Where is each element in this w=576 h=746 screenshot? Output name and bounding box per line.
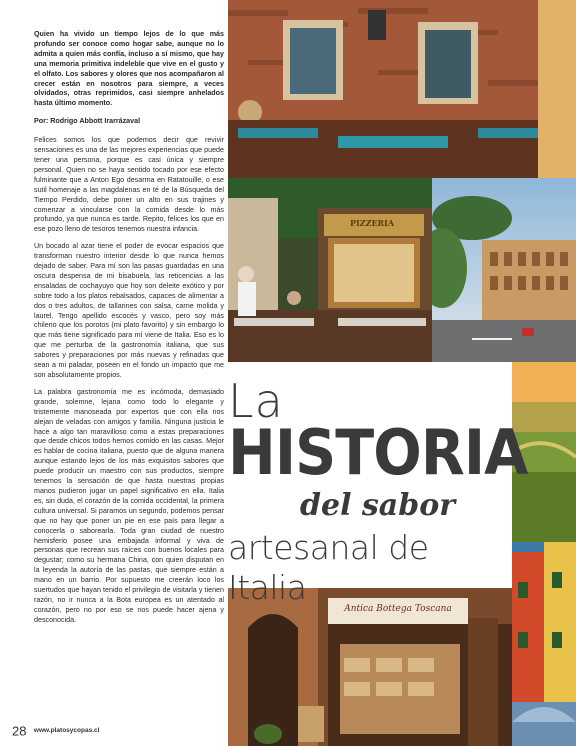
title-historia: HISTORIA [228,416,528,489]
article-title [228,374,528,607]
bottega-sign: Antica Bottega Toscana [344,604,452,614]
title-del-sabor: del sabor [300,488,456,523]
article-byline: Por: Rodrigo Abbott Irarrázaval [34,117,141,126]
pizzeria-exterior-photo [228,178,432,362]
colosseum-photo [432,178,576,362]
article-paragraph-2: Un bocado al azar tiene el poder de evocar espacios que transforman nuestro interior desde lo que nunca hemos dejado de saber. Para mí son las pasas guardadas en una oscura despensa de mi bisabuela, las reticencias a las ensaladas de cochayuyo que hoy son deleite exótico y por sobre todo a los platos rebalsados, capaces de alimentar a dos o tres adultos, de tallarines con salsa, carne molida y laurel. Tengo apellido escocés y vasco, pero soy más chileno que los porotos (mi plato favorito) y sin embargo lo que más tiene significado para mí viene de Italia. Eso es lo que me perturba de la gastronomía italiana, que sus sabores y preparaciones por más nuevas y refinadas que sean a mi paladar, poseen en el fondo un impacto que me son absolutamente propios. [34,242,224,379]
article-column [34,30,224,633]
article-lead: Quien ha vivido un tiempo lejos de lo que más profundo ser conoce como hogar sabe, aunque no lo admita a quien más confía, incluso a sí mismo, que hay una memoria primitiva indeleble que vive en el gusto y el olfato. Los sabores y olores que nos acompañaron al crecer están en nosotros para siempre, a veces olvidados, otras reprimidos, casi siempre anhelados hasta último momento. [34,30,224,108]
article-paragraph-3: La palabra gastronomía me es incómoda, demasiado grande, solemne, lejana como todo lo elegante y tristemente manoseada por expertos que con ella nos alejan de veladas con amigos y familia. Ninguna justicia le hace a algo tan maravilloso como a estas preparaciones que desde chicos todos hemos comido en las casas. Mejor es hablar de cocina italiana, puesto que de alguna manera aunque estando lejos de los más exquisitos sabores que puede producir un maestro con sus productos, siempre tenemos la sensación de que hasta nuestras propias manos pudieron jugar un papel significativo en ella. Italia es, sin duda, el corazón de la comida occidental, la primera cultura universal. Si paramos un segundo, podemos pensar que no hay que poner un pie en ese país para llegar a conocerla o saborearla. Toda gran ciudad de nuestro hemisferio posee una embajada informal y viva de personas que recrean sus raíces con buenos locales para degustar; como su hermana China, con quien disputan en la leyenda la autoría de las pastas, que siempre están a mano en un barrio. Por supuesto me creerán loco los suertudos que hayan tenido el privilegio de visitarla y tienen razón, no ir nunca a la Bota europea es un atentado al corazón, pero no por eso se nos puede hacer ajena y desconocida. [34,387,224,624]
pizzeria-sign: PIZZERIA [350,218,395,228]
restaurant-interior-photo [228,0,576,178]
title-artesanal-de-italia: artesanal de Italia [228,528,429,607]
title-la: La [228,374,284,428]
article-paragraph-1: Felices somos los que podemos decir que revivir sensaciones es una de las mejores experiencias que puede tener una persona, porque es casi única y siempre personal. Quien no se haya sentido tocado por ese efecto fulminante que a Anton Ego desarma en Ratatouille, o ese sutil homenaje a las magdalenas en té de la Búsqueda del Tiempo Perdido, debe poner un alto en sus trajines y comenzar a vincularse con la comida desde lo más profundo, ya que nunca es tarde. Repito, felices los que en ese pozo lleno de tesoros tenemos nuestra infancia. [34,136,224,234]
website-link[interactable]: www.platosycopas.cl [33,727,100,735]
colorful-houses-photo [512,542,576,746]
page-footer [12,722,100,739]
page-number: 28 [12,723,27,739]
bottega-shop-photo [228,588,512,746]
